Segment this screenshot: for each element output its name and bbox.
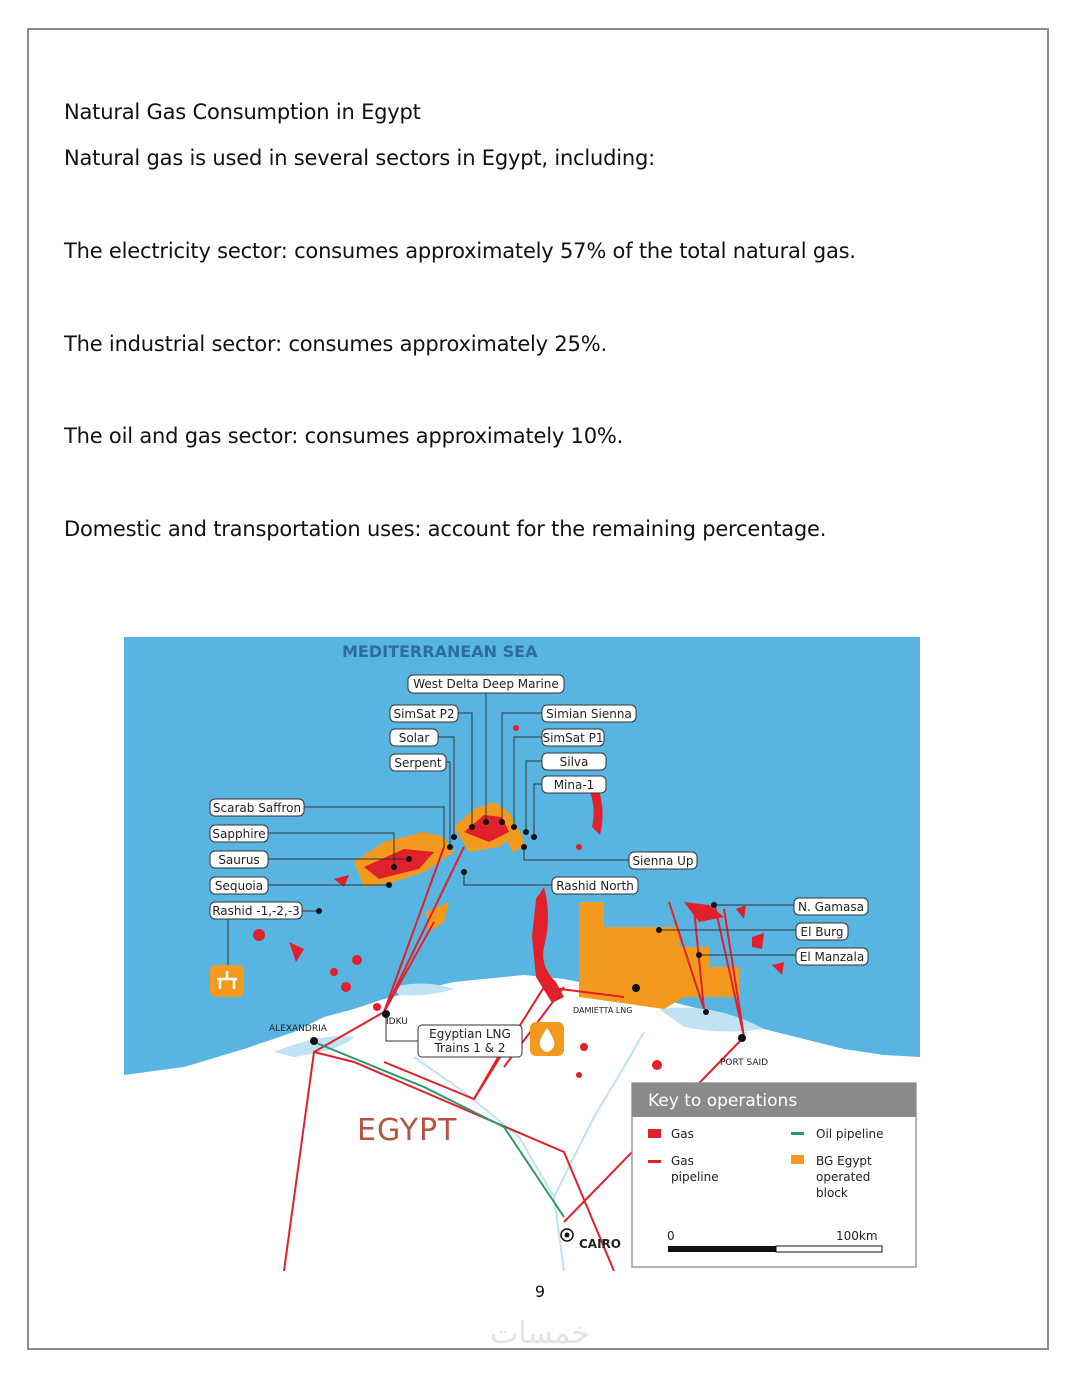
- scale-bar-empty: [776, 1246, 882, 1252]
- lng-drop-icon: [530, 1022, 564, 1056]
- key-bg-label-1: BG Egypt: [816, 1154, 872, 1168]
- scale-end: 100km: [836, 1229, 878, 1243]
- field-label-rashid-north: Rashid North: [556, 879, 634, 893]
- industrial-paragraph: The industrial sector: consumes approximately 25%.: [64, 332, 607, 356]
- field-label-solar: Solar: [398, 731, 430, 745]
- city-port-said: PORT SAID: [720, 1058, 769, 1068]
- field-label-scarab-saffron: Scarab Saffron: [212, 801, 302, 815]
- field-label-rashid: Rashid -1,-2,-3: [212, 904, 300, 918]
- gas-field: [373, 1003, 381, 1011]
- platform-icon: [210, 965, 244, 997]
- field-label-sapphire: Sapphire: [212, 827, 266, 841]
- field-label-sequoia: Sequoia: [214, 879, 264, 893]
- scale-bar-filled: [668, 1246, 776, 1252]
- watermark: خمسات: [489, 1316, 591, 1351]
- key-bg-label-2: operated: [816, 1170, 871, 1184]
- city-alexandria: ALEXANDRIA: [269, 1024, 327, 1034]
- gas-field: [513, 725, 519, 731]
- field-label-el-manzala: El Manzala: [799, 950, 865, 964]
- key-gas-swatch: [648, 1129, 661, 1138]
- gas-field: [352, 955, 362, 965]
- field-label-serpent: Serpent: [394, 756, 442, 770]
- gas-field: [253, 929, 265, 941]
- field-label-silva: Silva: [559, 755, 589, 769]
- key-title: Key to operations: [648, 1091, 798, 1111]
- key-oil-pipeline-label: Oil pipeline: [816, 1127, 884, 1141]
- cairo-marker-center: [565, 1233, 570, 1238]
- country-label: EGYPT: [357, 1113, 458, 1148]
- gas-field: [576, 844, 582, 850]
- gas-operations-map: [124, 637, 920, 1271]
- sea-label: MEDITERRANEAN SEA: [342, 642, 538, 661]
- field-label-sienna-up: Sienna Up: [632, 854, 694, 868]
- key-oil-pipeline-swatch: [791, 1132, 804, 1135]
- field-label-saurus: Saurus: [218, 853, 260, 867]
- oil-gas-paragraph: The oil and gas sector: consumes approximately 10%.: [64, 424, 624, 448]
- gas-field: [341, 982, 351, 992]
- field-label-mina: Mina-1: [553, 778, 595, 792]
- key-bg-label-3: block: [816, 1186, 848, 1200]
- intro-paragraph: Natural gas is used in several sectors in Egypt, including:: [64, 146, 656, 170]
- lng-label-line1: Egyptian LNG: [429, 1027, 511, 1041]
- city-idku: IDKU: [386, 1017, 408, 1027]
- key-bg-swatch: [791, 1155, 804, 1164]
- key-gas-pipeline-label-2: pipeline: [671, 1170, 719, 1184]
- key-gas-label: Gas: [671, 1127, 694, 1141]
- field-label-simsat-p1: SimSat P1: [542, 731, 604, 745]
- gas-field: [652, 1060, 662, 1070]
- gas-field: [576, 1072, 582, 1078]
- city-cairo: CAIRO: [579, 1237, 621, 1251]
- scale-start: 0: [667, 1229, 675, 1243]
- gas-field: [330, 968, 338, 976]
- key-gas-pipeline-label-1: Gas: [671, 1154, 694, 1168]
- city-damietta: DAMIETTA LNG: [573, 1006, 633, 1015]
- page-number: 9: [534, 1282, 546, 1301]
- field-label-n-gamasa: N. Gamasa: [798, 900, 864, 914]
- domestic-paragraph: Domestic and transportation uses: account for the remaining percentage.: [64, 517, 827, 541]
- field-label-el-burg: El Burg: [800, 925, 844, 939]
- gas-field: [580, 1043, 588, 1051]
- key-gas-pipeline-swatch: [648, 1160, 661, 1163]
- field-label-simsat-p2: SimSat P2: [393, 707, 455, 721]
- document-title: Natural Gas Consumption in Egypt: [64, 100, 421, 124]
- field-label-simian-sienna: Simian Sienna: [546, 707, 632, 721]
- key-to-operations: [632, 1083, 916, 1267]
- lng-label-line2: Trains 1 & 2: [434, 1041, 506, 1055]
- electricity-paragraph: The electricity sector: consumes approximately 57% of the total natural gas.: [64, 239, 856, 263]
- field-label-west-delta: West Delta Deep Marine: [413, 677, 559, 691]
